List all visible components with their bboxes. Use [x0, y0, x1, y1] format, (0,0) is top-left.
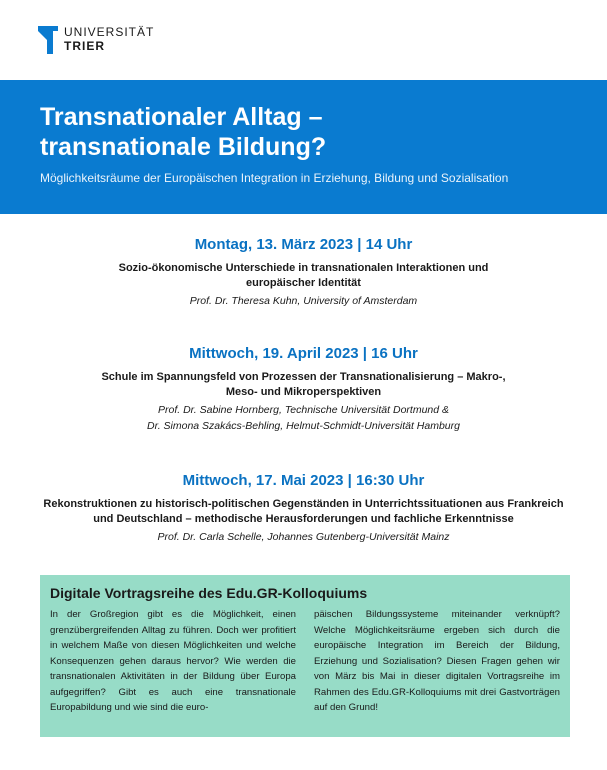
- event-topic: Schule im Spannungsfeld von Prozessen der Transnationalisierung – Makro-, Meso- und Mikroperspektiven: [101, 371, 506, 398]
- info-box-column-left: In der Großregion gibt es die Möglichkeit, einen grenzübergreifenden Alltag zu führen. Doch wer profitiert in welchem Maße von diesen Möglichkeiten und welche Konsequenzen gehen daraus hervor? Wie werden die transnationalen Aktivitäten in der Bildung über Europa aufgegriffen? Gibt es auch eine transnationale Europabildung und wie sind die euro-: [50, 609, 296, 713]
- event-date: Mittwoch, 17. Mai 2023 | 16:30 Uhr: [182, 472, 425, 489]
- event-speaker: Dr. Simona Szakács-Behling, Helmut-Schmidt-Universität Hamburg: [147, 420, 460, 432]
- title-banner: [0, 80, 607, 214]
- info-box: [40, 575, 570, 737]
- event-speaker: Prof. Dr. Theresa Kuhn, University of Amsterdam: [189, 295, 418, 307]
- university-logo: [38, 26, 154, 54]
- event-speaker: Prof. Dr. Sabine Hornberg, Technische Universität Dortmund &: [157, 404, 450, 416]
- event-date: Montag, 13. März 2023 | 14 Uhr: [194, 236, 413, 253]
- event-2: [0, 345, 607, 434]
- event-1: [0, 236, 607, 309]
- page-subtitle: Möglichkeitsräume der Europäischen Integration in Erziehung, Bildung und Sozialisation: [40, 171, 509, 185]
- university-trier-logo-icon: [38, 26, 58, 54]
- event-topic: Sozio-ökonomische Unterschiede in transnationalen Interaktionen und europäischer Identität: [118, 262, 489, 289]
- info-box-column-right: päischen Bildungssysteme miteinander verknüpft? Welche Möglichkeitsräume ergeben sich durch die europäische Integration im Bereich der Bildung, Erziehung und Sozialisation? Diesen Fragen gehen wir von März bis Mai in dieser digitalen Vortragsreihe im Rahmen des Edu.GR-Kolloquiums mit drei Gastvorträgen auf den Grund!: [314, 609, 560, 713]
- logo-university-text: UNIVERSITÄT: [64, 25, 155, 39]
- logo-trier-text: TRIER: [64, 39, 105, 53]
- info-box-title: Digitale Vortragsreihe des Edu.GR-Kolloquiums: [50, 585, 368, 601]
- event-speaker: Prof. Dr. Carla Schelle, Johannes Gutenberg-Universität Mainz: [157, 531, 450, 543]
- event-topic: Rekonstruktionen zu historisch-politischen Gegenständen in Unterrichtssituationen aus Frankreich und Deutschland – methodische Herausforderungen und fachliche Erkenntnisse: [43, 498, 564, 525]
- page-title: Transnationaler Alltag – transnationale Bildung?: [40, 103, 327, 161]
- event-date: Mittwoch, 19. April 2023 | 16 Uhr: [189, 345, 418, 362]
- event-3: [0, 472, 607, 545]
